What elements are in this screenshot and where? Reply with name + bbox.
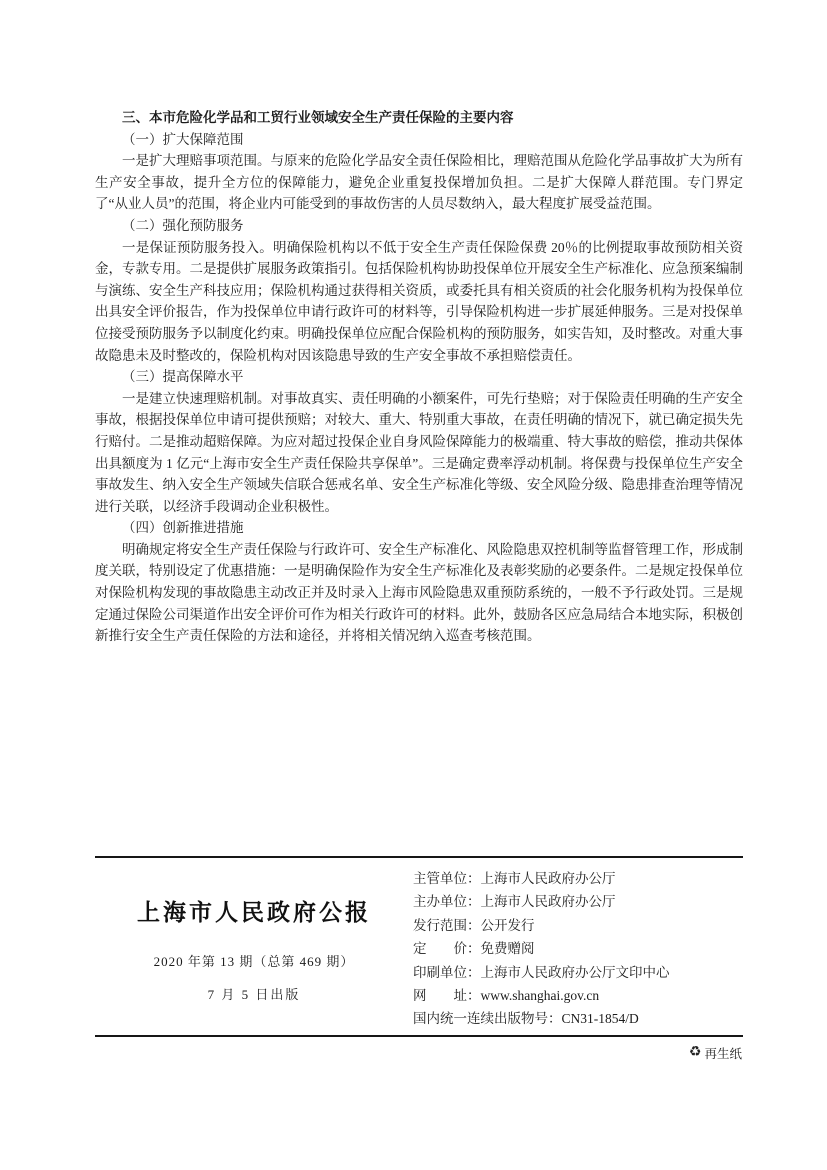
recycle-icon: ♻ bbox=[688, 1045, 702, 1060]
subsection-heading-2: （二）强化预防服务 bbox=[122, 217, 244, 233]
detail-label: 定 价： bbox=[413, 941, 481, 957]
subsection-heading-4: （四）创新推进措施 bbox=[122, 520, 244, 536]
detail-label: 主管单位： bbox=[413, 871, 481, 886]
detail-value: 免费赠阅 bbox=[480, 941, 535, 957]
detail-label: 国内统一连续出版物号： bbox=[413, 1011, 562, 1027]
detail-row-organizer bbox=[413, 890, 743, 913]
paragraph: 一是扩大理赔事项范围。与原来的危险化学品安全责任保险相比，理赔范围从危险化学品事故扩大为所有生产安全事故，提升全方位的保障能力，避免企业重复投保增加负担。二是扩大保障人群范围。专门界定了“从业人员”的范围，将企业内可能受到的事故伤害的人员尽数纳入，最大程度扩展受益范围。 bbox=[95, 153, 743, 212]
colophon-details bbox=[413, 858, 743, 1035]
paragraph: 明确规定将安全生产责任保险与行政许可、安全生产标准化、风险隐患双控机制等监督管理工作，形成制度关联，特别设定了优惠措施：一是明确保险作为安全生产标准化及表彰奖励的必要条件。二是规定投保单位对保险机构发现的事故隐患主动改正并及时录入上海市风险隐患双重预防系统的，一般不予行政处罚。三是规定通过保险公司渠道作出安全评价可作为相关行政许可的材料。此外，鼓励各区应急局结合本地实际，积极创新推行安全生产责任保险的方法和途径，并将相关情况纳入巡查考核范围。 bbox=[95, 541, 743, 644]
paragraph: 一是保证预防服务投入。明确保险机构以不低于安全生产责任保险保费 20％的比例提取事故预防相关资金，专款专用。二是提供扩展服务政策指引。包括保险机构协助投保单位开展安全生产标准化、应急预案编制与演练、安全生产科技应用；保险机构通过获得相关资质，或委托具有相关资质的社会化服务机构为投保单位出具安全评价报告，作为投保单位申请行政许可的材料等，引导保险机构进一步扩展延伸服务。三是对投保单位接受预防服务予以制度化约束。明确投保单位应配合保险机构的预防服务，如实告知，及时整改。对重大事故隐患未及时整改的，保险机构对因该隐患导致的生产安全事故不承担赔偿责任。 bbox=[95, 239, 743, 363]
detail-value: www.shanghai.gov.cn bbox=[480, 988, 600, 1004]
detail-row-printer bbox=[413, 961, 743, 984]
detail-row-website bbox=[413, 984, 743, 1007]
subsection-heading-3: （三）提高保障水平 bbox=[122, 369, 244, 385]
detail-label: 印刷单位： bbox=[413, 964, 481, 980]
paragraph: 一是建立快速理赔机制。对事故真实、责任明确的小额案件，可先行垫赔；对于保险责任明确的生产安全事故，根据投保单位申请可提供预赔；对较大、重大、特别重大事故，在责任明确的情况下，就已确定损失先行赔付。二是推动超赔保障。为应对超过投保企业自身风险保障能力的极端重、特大事故的赔偿，推动共保体出具额度为 1 亿元“上海市安全生产责任保险共享保单”。三是确定费率浮动机制。将保费与投保单位生产安全事故发生、纳入安全生产领域失信联合惩戒名单、安全生产标准化等级、安全风险分级、隐患排查治理等情况进行关联，以经济手段调动企业积极性。 bbox=[95, 390, 743, 514]
document-body bbox=[95, 107, 743, 647]
colophon-left bbox=[95, 858, 413, 1035]
recycled-paper-label: 再生纸 bbox=[704, 1047, 742, 1061]
publish-date: 7 月 5 日出版 bbox=[207, 987, 301, 1002]
detail-row-price bbox=[413, 937, 743, 960]
recycled-paper-mark bbox=[689, 1044, 742, 1062]
issue-info: 2020 年第 13 期（总第 469 期） bbox=[153, 954, 355, 969]
detail-label: 发行范围： bbox=[413, 917, 481, 933]
detail-value: CN31-1854/D bbox=[561, 1011, 639, 1027]
section-heading: 三、本市危险化学品和工贸行业领域安全生产责任保险的主要内容 bbox=[122, 110, 514, 125]
detail-row-distribution bbox=[413, 914, 743, 937]
subsection-heading-1: （一）扩大保障范围 bbox=[122, 131, 244, 147]
detail-value: 上海市人民政府办公厅 bbox=[480, 894, 616, 910]
colophon bbox=[95, 856, 743, 1037]
detail-row-issn bbox=[413, 1007, 743, 1030]
detail-value: 上海市人民政府办公厅文印中心 bbox=[480, 964, 670, 980]
detail-label: 主办单位： bbox=[413, 894, 481, 910]
detail-row-supervisor bbox=[413, 867, 743, 890]
gazette-title: 上海市人民政府公报 bbox=[137, 899, 371, 925]
detail-label: 网 址： bbox=[413, 988, 481, 1004]
detail-value: 上海市人民政府办公厅 bbox=[480, 871, 616, 886]
detail-value: 公开发行 bbox=[480, 917, 535, 933]
